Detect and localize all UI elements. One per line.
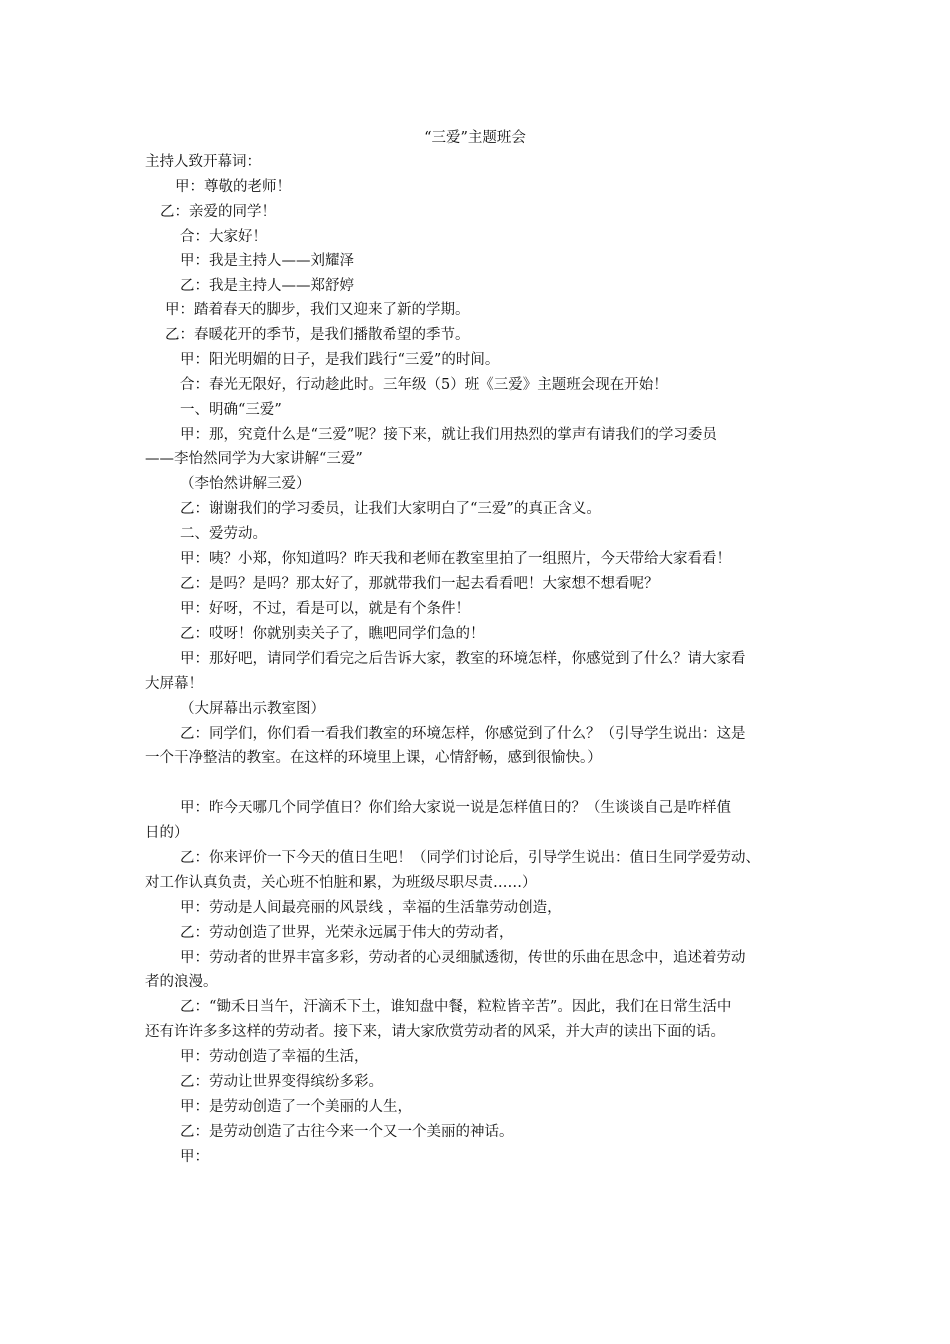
text-line: 甲：好呀，不过，看是可以，就是有个条件！ [180, 601, 470, 617]
section-heading: 一、明确“三爱” [180, 402, 282, 418]
text-line: 甲：咦？小郑，你知道吗？昨天我和老师在教室里拍了一组照片，今天带给大家看看！ [180, 551, 731, 567]
text-line: 甲：尊敬的老师！ [175, 179, 291, 195]
text-line: 乙：谢谢我们的学习委员，让我们大家明白了“三爱”的真正含义。 [180, 501, 601, 517]
text-line: 甲：劳动是人间最亮丽的风景线 ，幸福的生活靠劳动创造， [180, 900, 562, 916]
text-line: （李怡然讲解三爱） [180, 476, 311, 492]
text-line: 乙：我是主持人——郑舒婷 [180, 278, 354, 294]
text-line: 大屏幕！ [145, 676, 203, 692]
text-line: 一个干净整洁的教室。在这样的环境里上课，心情舒畅，感到很愉快。） [145, 750, 602, 766]
text-line: 甲：劳动者的世界丰富多彩，劳动者的心灵细腻透彻，传世的乐曲在思念中，追述着劳动 [180, 950, 746, 966]
text-line: 对工作认真负责，关心班不怕脏和累，为班级尽职尽责……） [145, 875, 537, 891]
text-line: 者的浪漫。 [145, 974, 218, 990]
text-line: 乙：哎呀！你就别卖关子了，瞧吧同学们急的！ [180, 626, 485, 642]
text-line: 甲：那好吧，请同学们看完之后告诉大家，教室的环境怎样，你感觉到了什么？请大家看 [180, 651, 746, 667]
text-line: 乙：同学们，你们看一看我们教室的环境怎样，你感觉到了什么？（引导学生说出：这是 [180, 726, 746, 742]
text-line: （大屏幕出示教室图） [180, 701, 325, 717]
text-line: 甲：踏着春天的脚步，我们又迎来了新的学期。 [165, 302, 470, 318]
text-line: 乙：是劳动创造了古往今来一个又一个美丽的神话。 [180, 1124, 514, 1140]
section-heading: 二、爱劳动。 [180, 526, 267, 542]
text-line: 甲： [180, 1149, 209, 1165]
text-line: 甲：阳光明媚的日子，是我们践行“三爱”的时间。 [180, 352, 500, 368]
text-line: 甲：劳动创造了幸福的生活， [180, 1049, 369, 1065]
document-title: “三爱”主题班会 [424, 130, 526, 146]
text-line: 合：春光无限好，行动趁此时。三年级（5）班《三爱》主题班会现在开始！ [180, 377, 668, 393]
text-line: 乙：你来评价一下今天的值日生吧！（同学们讨论后，引导学生说出：值日生同学爱劳动、 [180, 850, 760, 866]
text-line: 日的） [145, 825, 189, 841]
text-line: ——李怡然同学为大家讲解“三爱” [145, 451, 363, 467]
text-line: 还有许许多多这样的劳动者。接下来，请大家欣赏劳动者的风采，并大声的读出下面的话。 [145, 1024, 725, 1040]
text-line: 乙：亲爱的同学！ [160, 204, 276, 220]
text-line: 乙：劳动让世界变得缤纷多彩。 [180, 1074, 383, 1090]
text-line: 乙：春暖花开的季节，是我们播散希望的季节。 [165, 327, 470, 343]
text-line: 乙：“锄禾日当午，汗滴禾下土，谁知盘中餐，粒粒皆辛苦”。因此，我们在日常生活中 [180, 999, 732, 1015]
text-line: 甲：昨今天哪几个同学值日？你们给大家说一说是怎样值日的？（生谈谈自己是咋样值 [180, 800, 731, 816]
text-line: 甲：是劳动创造了一个美丽的人生， [180, 1099, 412, 1115]
text-line: 甲：那，究竟什么是“三爱”呢？接下来，就让我们用热烈的掌声有请我们的学习委员 [180, 427, 717, 443]
text-line: 乙：是吗？是吗？那太好了，那就带我们一起去看看吧！大家想不想看呢？ [180, 576, 659, 592]
text-line: 合：大家好！ [180, 229, 267, 245]
text-line: 乙：劳动创造了世界，光荣永远属于伟大的劳动者， [180, 925, 514, 941]
text-line: 主持人致开幕词： [145, 154, 261, 170]
text-line: 甲：我是主持人——刘耀泽 [180, 253, 354, 269]
